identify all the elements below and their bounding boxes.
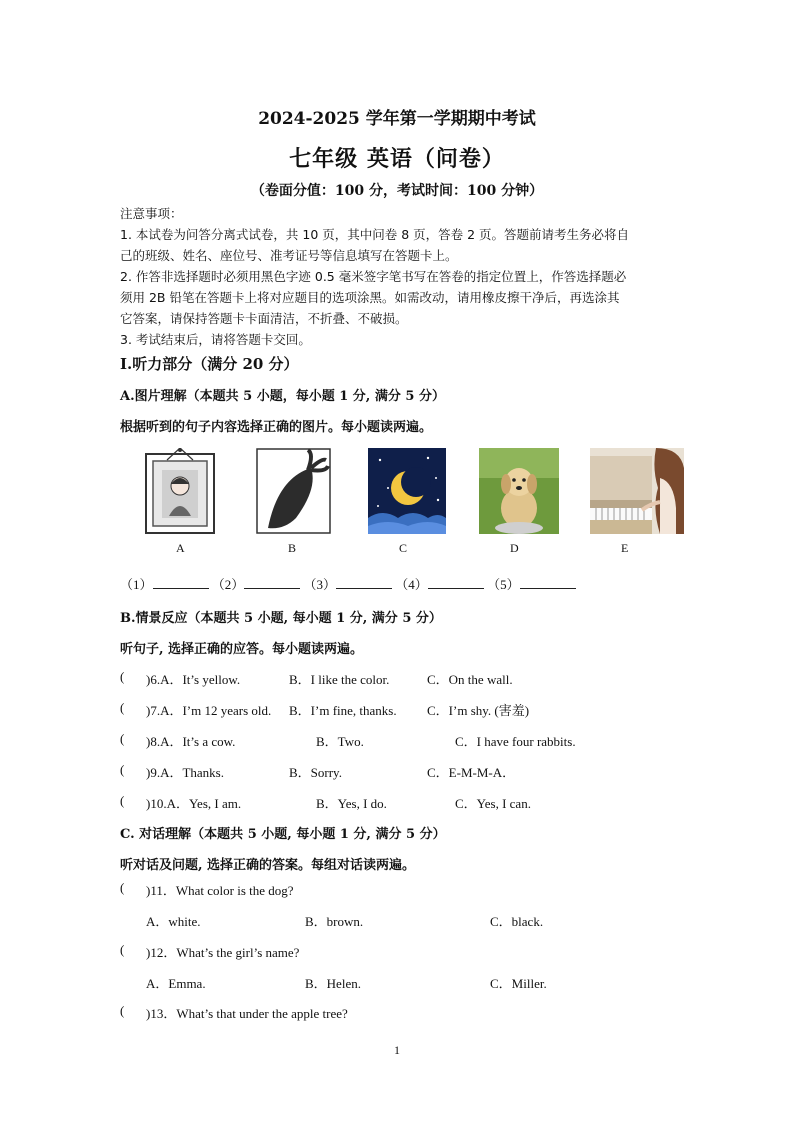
question-11-option-b: B．brown. — [305, 914, 364, 929]
notes-line: 它答案，请保持答题卡卡面清洁，不折叠、不破损。 — [120, 311, 408, 326]
notes-line: 1. 本试卷为问答分离式试卷，共 10 页，其中问卷 8 页，答卷 2 页。答题前请考生务必将自 — [120, 227, 630, 242]
answer-paren: ( — [120, 700, 125, 715]
picture-b-carrot — [256, 448, 331, 534]
question-12-stem: )12．What’s the girl’s name? — [146, 945, 300, 960]
question-8-option-a: )8.A．It’s a cow. — [146, 734, 236, 749]
picture-label: B — [288, 541, 297, 555]
section-a-instruction: 根据听到的句子内容选择正确的图片。每小题读两遍。 — [120, 420, 433, 435]
question-12-option-c: C．Miller. — [490, 976, 547, 991]
section-b-instruction: 听句子, 选择正确的应答。每小题读两遍。 — [120, 642, 364, 657]
section-c-instruction: 听对话及问题, 选择正确的答案。每组对话读两遍。 — [120, 858, 416, 873]
section-a-heading: A.图片理解（本题共 5 小题，每小题 1 分, 满分 5 分） — [120, 389, 445, 404]
question-6-option-a: )6.A．It’s yellow. — [146, 672, 241, 687]
notes-line: 须用 2B 铅笔在答题卡上将对应题目的选项涂黑。如需改动，请用橡皮擦干净后，再选涂其 — [120, 290, 620, 305]
score-time-info: （卷面分值：100 分，考试时间：100 分钟） — [250, 183, 544, 199]
blank-label: （2） — [211, 577, 245, 592]
section-b-heading: B.情景反应（本题共 5 小题, 每小题 1 分, 满分 5 分） — [120, 611, 442, 626]
question-11-stem: )11．What color is the dog? — [146, 883, 294, 898]
question-7-option-b: B．I’m fine, thanks. — [289, 703, 397, 718]
question-11-option-a: A．white. — [146, 914, 201, 929]
blank-label: （5） — [487, 577, 520, 592]
answer-paren: ( — [120, 731, 125, 746]
part-listening-heading: I.听力部分（满分 20 分） — [120, 355, 299, 373]
answer-paren: ( — [120, 880, 125, 895]
subject-title: 七年级 英语（问卷） — [289, 146, 505, 172]
answer-blank[interactable] — [428, 576, 484, 589]
question-10-option-b: B．Yes, I do. — [316, 796, 387, 811]
notes-heading: 注意事项： — [120, 206, 183, 221]
picture-e-piano — [590, 448, 684, 534]
blank-label: （1） — [120, 577, 153, 592]
section-c-heading: C. 对话理解（本题共 5 小题, 每小题 1 分, 满分 5 分） — [120, 827, 446, 842]
picture-c-moon-night — [368, 448, 446, 534]
question-10-option-a: )10.A．Yes, I am. — [146, 796, 242, 811]
answer-paren: ( — [120, 669, 125, 684]
question-12-option-a: A．Emma. — [146, 976, 206, 991]
question-8-option-b: B．Two. — [316, 734, 364, 749]
picture-d-puppy — [479, 448, 559, 534]
answer-paren: ( — [120, 942, 125, 957]
answer-blank[interactable] — [336, 576, 392, 589]
blank-label: （3） — [303, 577, 337, 592]
question-7-option-a: )7.A．I’m 12 years old. — [146, 703, 272, 718]
answer-blank[interactable] — [153, 576, 209, 589]
notes-line: 2. 作答非选择题时必须用黑色字迹 0.5 毫米签字笔书写在答卷的指定位置上，作答选择题必 — [120, 269, 627, 284]
blank-label: （4） — [395, 577, 428, 592]
picture-label: E — [621, 541, 629, 555]
notes-line: 己的班级、姓名、座位号、准考证号等信息填写在答题卡上。 — [120, 248, 458, 263]
question-6-option-c: C．On the wall. — [427, 672, 513, 687]
answer-paren: ( — [120, 1003, 125, 1018]
question-8-option-c: C．I have four rabbits. — [455, 734, 576, 749]
answer-blank[interactable] — [244, 576, 300, 589]
answer-paren: ( — [120, 762, 125, 777]
exam-title: 2024-2025 学年第一学期期中考试 — [258, 109, 536, 129]
question-10-option-c: C．Yes, I can. — [455, 796, 531, 811]
question-13-stem: )13．What’s that under the apple tree? — [146, 1006, 348, 1021]
answer-blank[interactable] — [520, 576, 576, 589]
question-7-option-c: C．I’m shy. (害羞) — [427, 703, 530, 718]
answer-blanks-row — [120, 574, 576, 593]
picture-a-portrait — [145, 448, 215, 534]
page-number: 1 — [394, 1043, 400, 1057]
question-9-option-c: C．E-M-M-A． — [427, 765, 516, 780]
question-11-option-c: C．black. — [490, 914, 544, 929]
question-6-option-b: B．I like the color. — [289, 672, 390, 687]
question-9-option-a: )9.A．Thanks. — [146, 765, 224, 780]
picture-label: C — [399, 541, 408, 555]
answer-paren: ( — [120, 793, 125, 808]
picture-label: A — [176, 541, 185, 555]
picture-label: D — [510, 541, 519, 555]
question-9-option-b: B．Sorry. — [289, 765, 342, 780]
notes-line: 3. 考试结束后，请将答题卡交回。 — [120, 332, 311, 347]
question-12-option-b: B．Helen. — [305, 976, 361, 991]
